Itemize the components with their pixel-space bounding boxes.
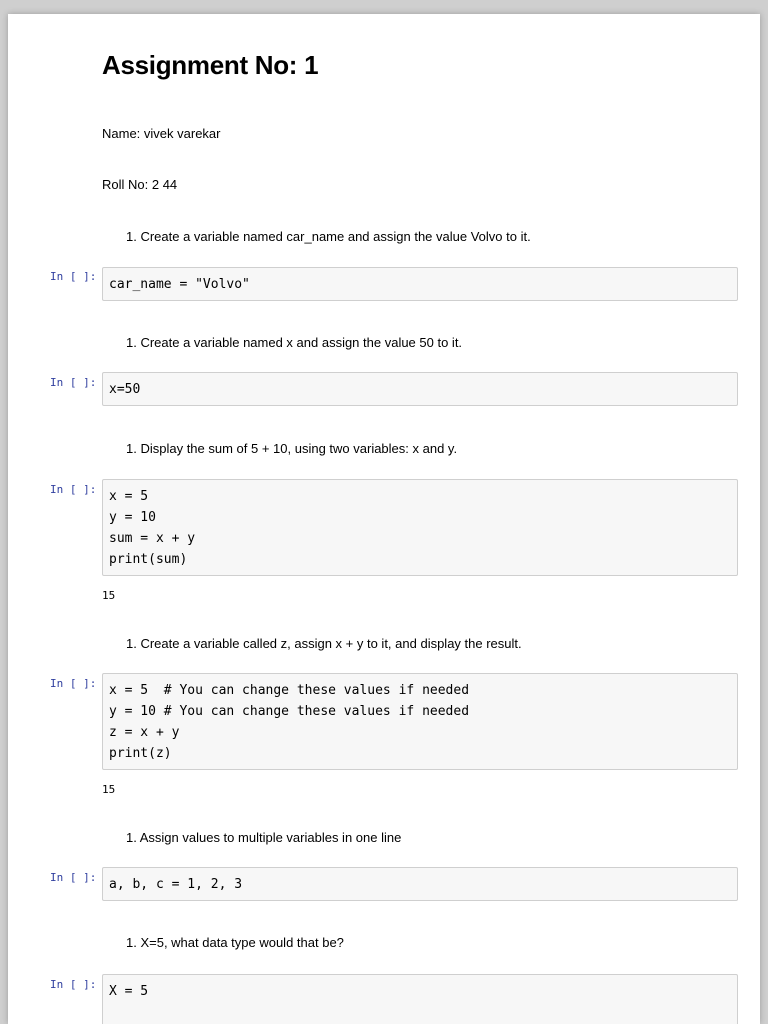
code-cell-1[interactable]: car_name = "Volvo": [102, 267, 738, 301]
input-prompt-4: In [ ]:: [50, 677, 97, 690]
instruction-2: 1. Create a variable named x and assign the value 50 to it.: [126, 335, 463, 350]
code-cell-5[interactable]: a, b, c = 1, 2, 3: [102, 867, 738, 901]
instruction-6: 1. X=5, what data type would that be?: [126, 935, 344, 950]
notebook-page: [8, 14, 760, 1024]
input-prompt-5: In [ ]:: [50, 871, 97, 884]
code-cell-6[interactable]: X = 5: [102, 974, 738, 1024]
code-cell-2[interactable]: x=50: [102, 372, 738, 406]
cell-output-3: 15: [102, 589, 116, 602]
code-cell-4[interactable]: x = 5 # You can change these values if needed y = 10 # You can change these values if needed z = x + y print(z): [102, 673, 738, 770]
input-prompt-6: In [ ]:: [50, 978, 97, 991]
cell-output-4: 15: [102, 783, 116, 796]
instruction-5: 1. Assign values to multiple variables in one line: [126, 830, 402, 845]
input-prompt-3: In [ ]:: [50, 483, 97, 496]
input-prompt-1: In [ ]:: [50, 270, 97, 283]
instruction-4: 1. Create a variable called z, assign x + y to it, and display the result.: [126, 636, 522, 651]
instruction-1: 1. Create a variable named car_name and assign the value Volvo to it.: [126, 229, 531, 244]
page-title: Assignment No: 1: [102, 50, 319, 80]
code-cell-3[interactable]: x = 5 y = 10 sum = x + y print(sum): [102, 479, 738, 576]
roll-line: Roll No: 2 44: [102, 177, 178, 192]
input-prompt-2: In [ ]:: [50, 376, 97, 389]
name-line: Name: vivek varekar: [102, 126, 221, 141]
instruction-3: 1. Display the sum of 5 + 10, using two variables: x and y.: [126, 441, 458, 456]
